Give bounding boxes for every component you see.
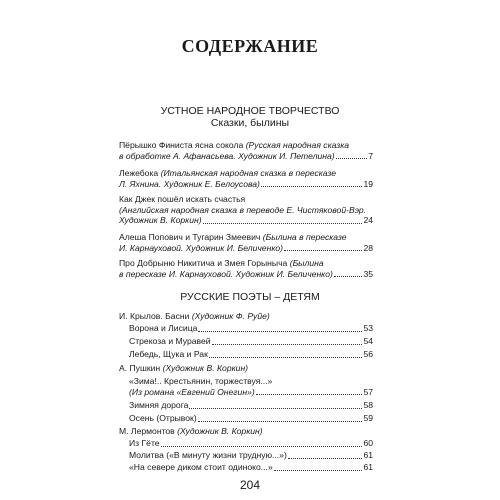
author-heading: А. Пушкин (Художник В. Коркин)	[119, 363, 249, 373]
page-ref: 24	[363, 215, 373, 225]
page-title: СОДЕРЖАНИЕ	[181, 36, 319, 56]
toc-entry: Стрекоза и Муравей 54	[129, 336, 373, 346]
page-ref: 57	[363, 386, 373, 397]
author-heading: М. Лермонтов (Художник В. Коркин)	[119, 426, 263, 436]
page-ref: 61	[363, 450, 373, 460]
toc-entry: Лебедь, Щука и Рак 56	[129, 349, 373, 359]
page-ref: 56	[363, 349, 373, 359]
toc-entry: Зимняя дорога 58	[129, 400, 373, 410]
page-ref: 53	[363, 323, 373, 333]
section-subtitle-folklore: Сказки, былины	[210, 117, 290, 129]
toc-entry: Из Гёте 60	[129, 438, 373, 448]
toc-entry: Пёрышко Финиста ясна сокола (Русская народная сказка в обработке А. Афанасьева. Художник И. Петелина) 7	[119, 140, 373, 161]
toc-entry: Молитва («В минуту жизни трудную...») 61	[129, 450, 373, 460]
toc-entry: Про Добрыню Никитича и Змея Горыныча (Былина в пересказе И. Карнауховой. Художник И. Беличенко) 35	[119, 258, 373, 279]
page-ref: 28	[363, 242, 373, 253]
toc-entry: Осень (Отрывок) 59	[129, 413, 373, 423]
page-ref: 35	[363, 268, 373, 279]
page-ref: 54	[363, 336, 373, 346]
section-title-poets: РУССКИЕ ПОЭТЫ – ДЕТЯМ	[180, 291, 320, 303]
toc-entry: Лежебока (Итальянская народная сказка в пересказе Л. Яхнина. Художник Е. Белоусова) 19	[119, 168, 373, 189]
page-ref: 19	[363, 178, 373, 189]
page-ref: 7	[368, 150, 373, 161]
toc-entry: Ворона и Лисица 53	[129, 323, 373, 333]
page-number: 204	[239, 478, 261, 492]
toc-entry: Алеша Попович и Тугарин Змеевич (Былина в пересказе И. Карнауховой. Художник И. Беличенко) 28	[119, 232, 373, 253]
author-heading: И. Крылов. Басни (Художник Ф. Руйе)	[119, 311, 270, 321]
page-ref: 61	[363, 462, 373, 472]
toc-entry: Как Джек пошёл искать счастья (Английская народная сказка в переводе Е. Чистяковой-Вэр. Художник В. Коркин) 24	[119, 194, 373, 225]
page-ref: 60	[363, 438, 373, 448]
toc-entry: «Зима!.. Крестьянин, торжествуя...» (Из романа «Евгений Онегин») 57	[129, 376, 373, 397]
page-ref: 59	[363, 413, 373, 423]
page-ref: 58	[363, 400, 373, 410]
section-title-folklore: УСТНОЕ НАРОДНОЕ ТВОРЧЕСТВО	[160, 105, 340, 117]
toc-entry: «На севере диком стоит одиноко...» 61	[129, 462, 373, 472]
